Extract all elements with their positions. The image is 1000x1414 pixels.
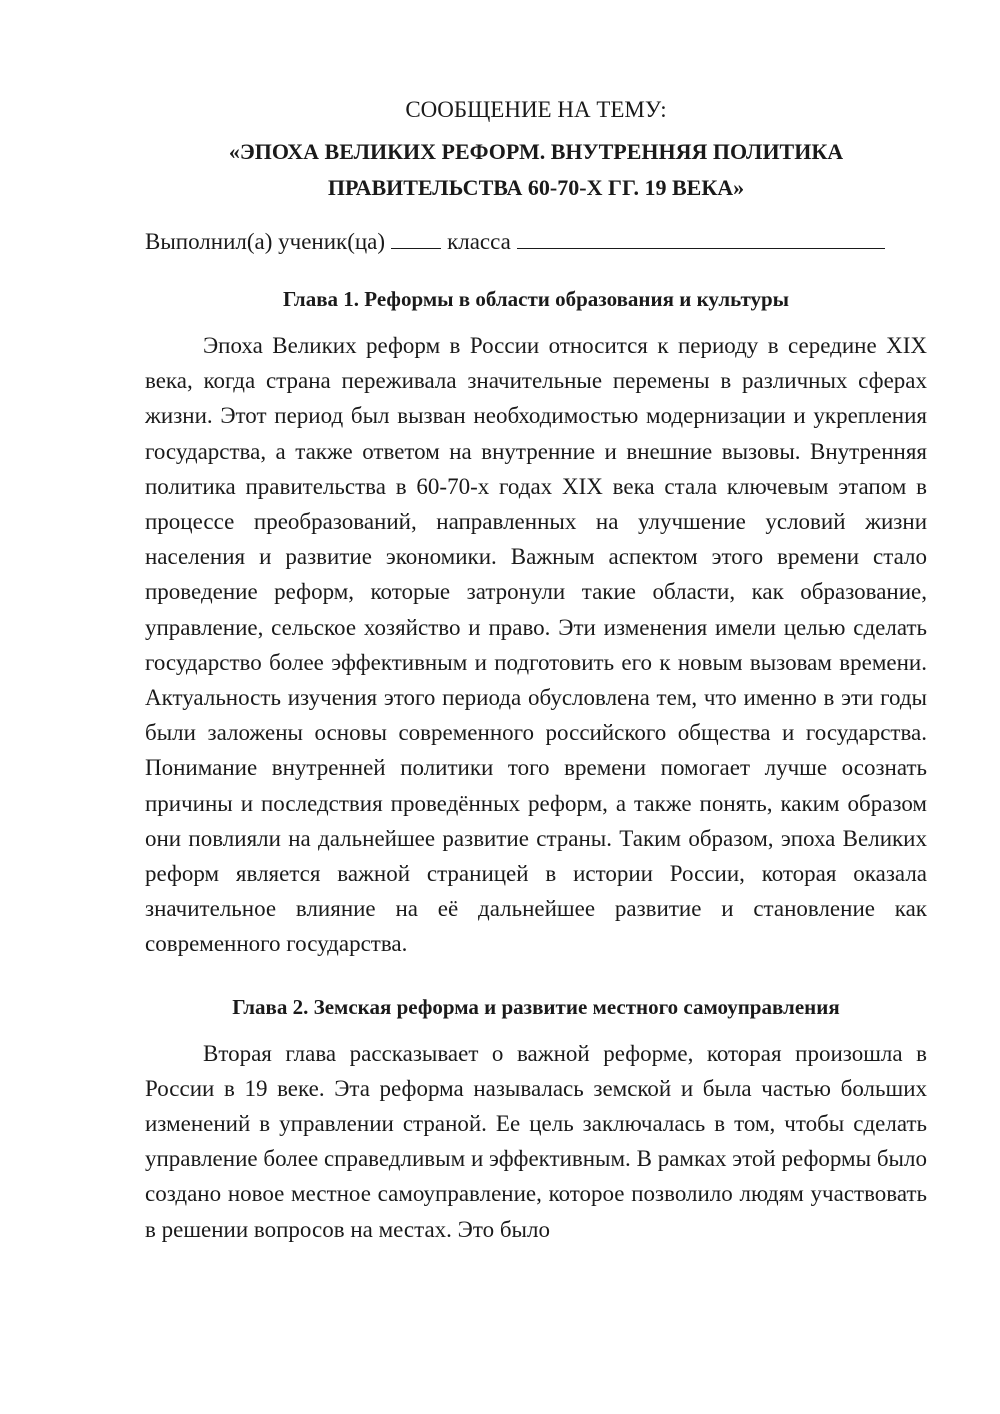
author-class-label: класса: [447, 229, 511, 254]
class-blank: [391, 228, 441, 249]
chapter-1-heading: Глава 1. Реформы в области образования и культуры: [282, 287, 790, 311]
document-title-line-1: «ЭПОХА ВЕЛИКИХ РЕФОРМ. ВНУТРЕННЯЯ ПОЛИТИКА: [228, 139, 844, 164]
document-header: СООБЩЕНИЕ НА ТЕМУ:: [405, 97, 667, 122]
name-blank: [517, 228, 885, 249]
chapter-2-heading: Глава 2. Земская реформа и развитие местного самоуправления: [232, 994, 840, 1019]
author-line: [145, 226, 927, 258]
author-prefix: Выполнил(а) ученик(ца): [145, 229, 386, 254]
document-title: [145, 134, 927, 206]
chapter-2-paragraph: Вторая глава рассказывает о важной реформе, которая произошла в России в 19 веке. Эта реформа называлась земской и была частью больших изменений в управлении страной. Ее цель заключалась в том, чтобы сделать управление более справедливым и эффективным. В рамках этой реформы было создано новое местное самоуправление, которое позволило людям участвовать в решении вопросов на местах. Это было: [145, 1040, 927, 1242]
chapter-1-paragraph: Эпоха Великих реформ в России относится к периоду в середине XIX века, когда страна переживала значительные перемены в различных сферах жизни. Этот период был вызван необходимостью модернизации и укрепления государства, а также ответом на внутренние и внешние вызовы. Внутренняя политика правительства в 60-70-х годах XIX века стала ключевым этапом в процессе преобразований, направленных на улучшение условий жизни населения и развитие экономики. Важным аспектом этого времени стало проведение реформ, которые затронули такие области, как образование, управление, сельское хозяйство и право. Эти изменения имели целью сделать государство более эффективным и подготовить его к новым вызовам времени. Актуальность изучения этого периода обусловлена тем, что именно в эти годы были заложены основы современного российского общества и государства. Понимание внутренней политики того времени помогает лучше осознать причины и последствия проведённых реформ, а также понять, каким образом они повлияли на дальнейшее развитие страны. Таким образом, эпоха Великих реформ является важной страницей в истории России, которая оказала значительное влияние на её дальнейшее развитие и становление как современного государства.: [145, 333, 927, 957]
document-title-line-2: ПРАВИТЕЛЬСТВА 60-70-Х ГГ. 19 ВЕКА»: [327, 175, 745, 200]
